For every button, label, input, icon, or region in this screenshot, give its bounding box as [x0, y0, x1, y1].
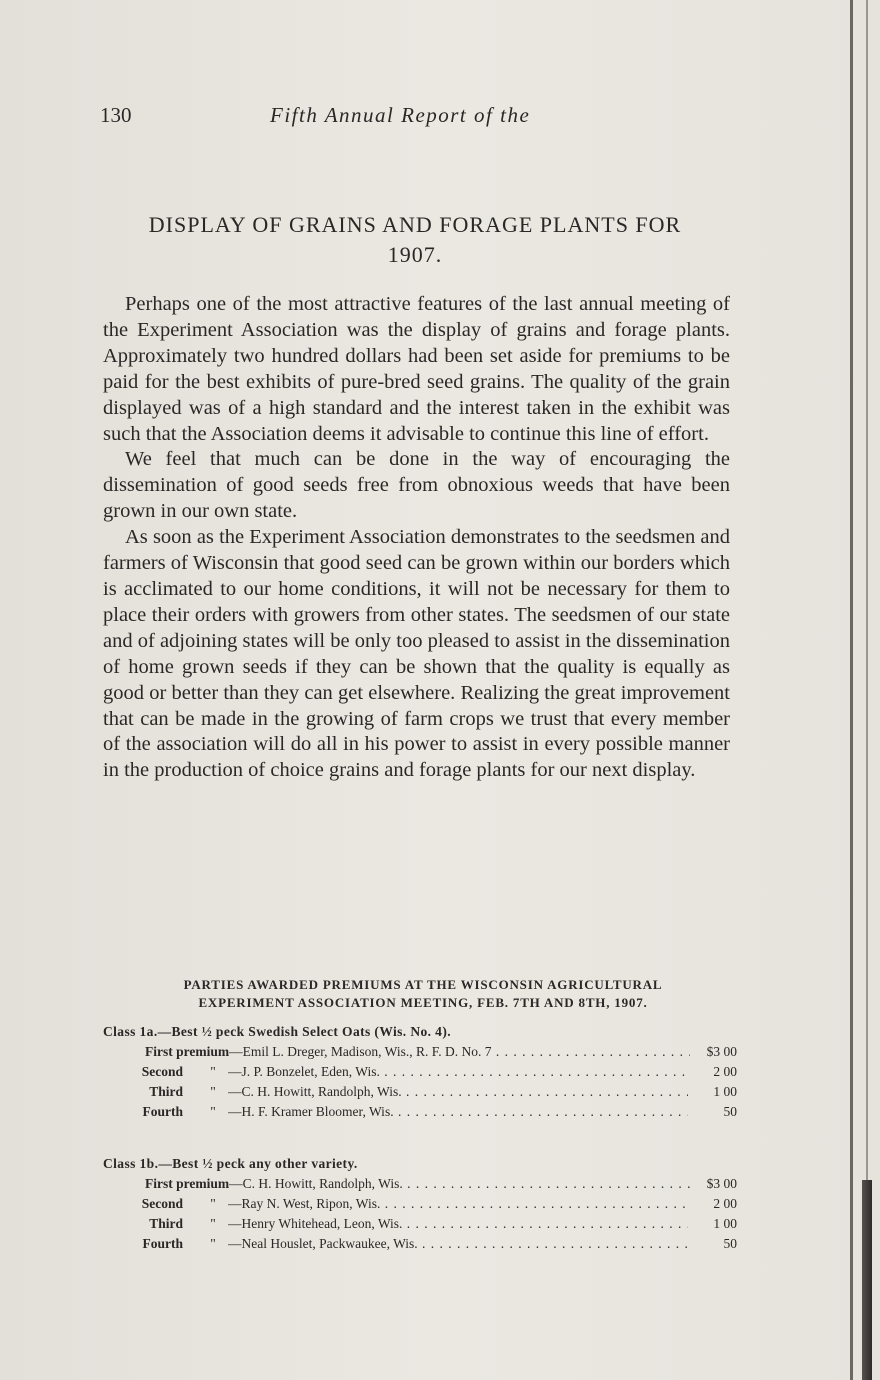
- award-row: [103, 1062, 743, 1082]
- award-row: [103, 1042, 743, 1062]
- ditto-mark: ": [210, 1064, 216, 1079]
- class-heading: Class 1b.—Best ½ peck any other variety.: [103, 1156, 358, 1171]
- ditto-mark: ": [210, 1216, 216, 1231]
- winner: —C. H. Howitt, Randolph, Wis.: [229, 1176, 403, 1191]
- winner: —Ray N. West, Ripon, Wis. . . .: [228, 1194, 688, 1214]
- award-class-1a: [103, 1022, 743, 1122]
- winner: —C. H. Howitt, Randolph, Wis. . . .: [228, 1082, 688, 1102]
- awards-heading-line-1: PARTIES AWARDED PREMIUMS AT THE WISCONSIN AGRICULTURAL: [183, 977, 663, 992]
- premium-amount: $3 00: [706, 1044, 737, 1059]
- ditto-mark: ": [210, 1236, 216, 1251]
- article-title-line-2: 1907.: [387, 242, 443, 267]
- premium-amount: $3 00: [706, 1176, 737, 1191]
- premium-amount: 2 00: [713, 1196, 737, 1211]
- place-label: Second: [141, 1196, 183, 1211]
- place-label: Third: [149, 1084, 183, 1099]
- page-number: 130: [100, 103, 132, 127]
- page-edge-line: [850, 0, 853, 1380]
- class-heading: Class 1a.—Best ½ peck Swedish Select Oats (Wis. No. 4).: [103, 1024, 452, 1039]
- place-label: Second: [141, 1064, 183, 1079]
- premium-amount: 1 00: [713, 1084, 737, 1099]
- article-body: [103, 292, 730, 784]
- place-label: First premium: [145, 1176, 230, 1191]
- page-edge-line-outer: [866, 0, 868, 1380]
- award-row: [103, 1214, 743, 1234]
- winner: —Neal Houslet, Packwaukee, Wis. . . .: [228, 1234, 688, 1254]
- paragraph: As soon as the Experiment Association demonstrates to the seedsmen and farmers of Wisconsin that good seed can be grown within our borders which is acclimated to our home conditions, it will not be necessary for them to place their orders with growers from other states. The seedsmen of our state and of adjoining states will be only too pleased to assist in the dissemination of home grown seeds if they can be shown that the quality is equally as good or better than they can get elsewhere. Realizing the great improvement that can be made in the growing of farm crops we trust that every member of the association will do all in his power to assist in every possible manner in the production of choice grains and forage plants for our next display.: [103, 526, 730, 782]
- place-label: Fourth: [142, 1104, 183, 1119]
- page-edge-shadow: [862, 1180, 872, 1380]
- ditto-mark: ": [210, 1084, 216, 1099]
- award-class-1b: [103, 1154, 743, 1254]
- article-title: [100, 210, 730, 270]
- place-label: Fourth: [142, 1236, 183, 1251]
- award-row: [103, 1082, 743, 1102]
- place-label: First premium: [145, 1044, 230, 1059]
- winner: —Henry Whitehead, Leon, Wis. . . .: [228, 1214, 688, 1234]
- running-head-title: Fifth Annual Report of the: [270, 103, 531, 127]
- premium-amount: 50: [723, 1104, 737, 1119]
- paragraph: We feel that much can be done in the way of encouraging the dissemination of good seeds free from obnoxious weeds that have been grown in our own state.: [103, 448, 730, 523]
- winner-line: [145, 1174, 690, 1194]
- premium-amount: 2 00: [713, 1064, 737, 1079]
- award-row: [103, 1194, 743, 1214]
- awards-heading-line-2: EXPERIMENT ASSOCIATION MEETING, FEB. 7TH AND 8TH, 1907.: [198, 995, 648, 1010]
- paragraph: Perhaps one of the most attractive features of the last annual meeting of the Experiment Association was the display of grains and forage plants. Approximately two hundred dollars had been set aside for premiums to be paid for the best exhibits of pure-bred seed grains. The quality of the grain displayed was of a high standard and the interest taken in the exhibit was such that the Association deems it advisable to continue this line of effort.: [103, 293, 730, 445]
- award-row: [103, 1102, 743, 1122]
- winner: —H. F. Kramer Bloomer, Wis. . . .: [228, 1102, 688, 1122]
- award-row: [103, 1234, 743, 1254]
- place-label: Third: [149, 1216, 183, 1231]
- running-head: [100, 103, 740, 133]
- winner: —Emil L. Dreger, Madison, Wis., R. F. D. No. 7: [229, 1044, 492, 1059]
- winner: —J. P. Bonzelet, Eden, Wis. . . .: [228, 1062, 688, 1082]
- awards-heading: [103, 976, 743, 1012]
- ditto-mark: ": [210, 1104, 216, 1119]
- award-row: [103, 1174, 743, 1194]
- winner-line: [145, 1042, 690, 1062]
- article-title-line-1: DISPLAY OF GRAINS AND FORAGE PLANTS FOR: [148, 212, 682, 237]
- premium-amount: 1 00: [713, 1216, 737, 1231]
- premium-amount: 50: [723, 1236, 737, 1251]
- ditto-mark: ": [210, 1196, 216, 1211]
